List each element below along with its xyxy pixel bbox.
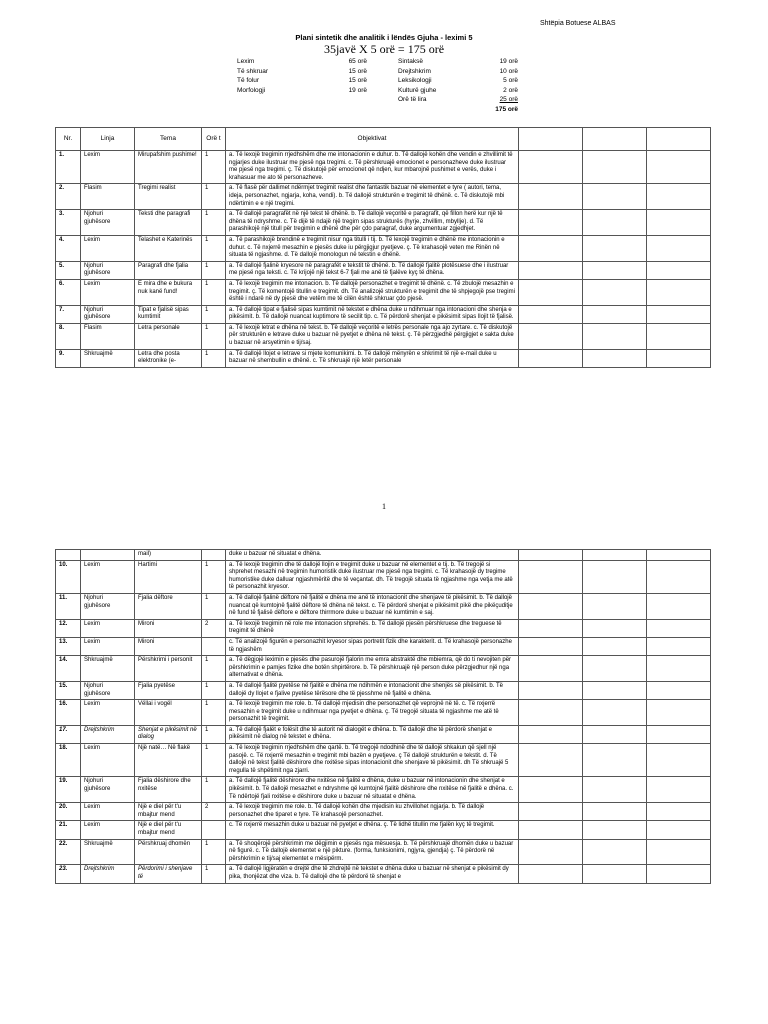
table-row: [56, 305, 711, 323]
row-ore: 1: [202, 700, 226, 726]
row-empty-cell: [583, 700, 647, 726]
table-row: [56, 593, 711, 619]
row-empty-cell: [647, 637, 711, 655]
row-number: 22.: [56, 839, 81, 865]
row-tema: Tipat e fjalisë sipas kumtimit: [135, 305, 202, 323]
row-ore: 1: [202, 725, 226, 743]
row-empty-cell: [519, 323, 583, 349]
row-empty-cell: [647, 777, 711, 803]
row-linja: [81, 550, 135, 561]
row-number: 3.: [56, 210, 81, 236]
row-empty-cell: [647, 151, 711, 184]
row-ore: 1: [202, 839, 226, 865]
row-number: 11.: [56, 593, 81, 619]
document-title: Plani sintetik dhe analitik i lëndës Gjuha - leximi 5: [295, 33, 473, 42]
row-tema: Fjalia dëftore: [135, 593, 202, 619]
row-empty-cell: [647, 725, 711, 743]
row-empty-cell: [583, 235, 647, 261]
row-ore: 1: [202, 261, 226, 279]
row-linja: Lexim: [81, 637, 135, 655]
row-tema: Përshkrimi i personit: [135, 656, 202, 682]
row-number: 8.: [56, 323, 81, 349]
row-number: 16.: [56, 700, 81, 726]
row-empty-cell: [519, 261, 583, 279]
row-objektivat: a. Të dallojë tipat e fjalisë sipas kumtimit në tekstet e dhëna duke u ndihmuar nga intonacioni dhe shenja e pikësimit. b. Të dallojë nuancat kuptimore të secilit tip. c. Të përdorë shenjat e pikësimit sipas llojit të fjalisë.: [226, 305, 519, 323]
row-empty-cell: [583, 349, 647, 367]
row-empty-cell: [519, 184, 583, 210]
row-ore: 1: [202, 235, 226, 261]
table-row: [56, 560, 711, 593]
row-empty-cell: [583, 305, 647, 323]
row-number: 15.: [56, 681, 81, 699]
row-linja: Lexim: [81, 744, 135, 777]
row-objektivat: a. Të lexojë tregimin me intonacion. b. Të dallojë personazhet e tregimit të dhënë. c. Të zbulojë mesazhin e tregimit. ç. Të komentojë titullin e tregimit. dh. Të analizojë strukturën e tregimit dhe të shpjegojë pse tregimi është i ndarë në dy pjesë dhe vetëm me të cilën është shkruar çdo pjesë.: [226, 279, 519, 305]
row-empty-cell: [583, 560, 647, 593]
row-empty-cell: [583, 725, 647, 743]
plan-table-page-1: [55, 127, 711, 368]
row-number: 14.: [56, 656, 81, 682]
row-empty-cell: [519, 151, 583, 184]
row-number: 21.: [56, 821, 81, 839]
row-linja: Lexim: [81, 560, 135, 593]
row-objektivat: a. Të dallojë fjalët e folësit dhe të autorit në dialogët e dhëna. b. Të dallojë dhe të përdorë shenjat e pikësimit në dialog në tekstet e dhëna.: [226, 725, 519, 743]
row-ore: 1: [202, 744, 226, 777]
row-number: 13.: [56, 637, 81, 655]
row-empty-cell: [519, 803, 583, 821]
hours-row: Sintaksë 19 orë: [398, 58, 518, 65]
row-tema: Paragrafi dhe fjalia: [135, 261, 202, 279]
header-nr: Nr.: [56, 128, 81, 151]
row-linja: Njohuri gjuhësore: [81, 593, 135, 619]
row-tema: Mironi: [135, 637, 202, 655]
row-linja: Shkruajmë: [81, 839, 135, 865]
row-number: [56, 550, 81, 561]
row-tema: Fjalia dëshirore dhe nxitëse: [135, 777, 202, 803]
row-empty-cell: [647, 865, 711, 883]
hours-row: Morfologji 19 orë: [237, 86, 367, 94]
row-number: 18.: [56, 744, 81, 777]
row-empty-cell: [647, 593, 711, 619]
row-empty-cell: [519, 279, 583, 305]
row-tema: Letra dhe posta elektronike (e-: [135, 349, 202, 367]
row-tema: Hartimi: [135, 560, 202, 593]
table-row: [56, 725, 711, 743]
hours-row: Të shkruar 15 orë: [237, 67, 367, 75]
table-row: [56, 865, 711, 883]
row-linja: Njohuri gjuhësore: [81, 777, 135, 803]
table-row: [56, 744, 711, 777]
row-objektivat: duke u bazuar në situatat e dhëna.: [226, 550, 519, 561]
row-objektivat: a. Të dallojë fjalinë kryesore në paragrafët e tekstit të dhënë. b. Të dallojë fjalitë plotësuese dhe i ilustruar me pjesë nga teksti. c. Të krijojë një tekst 6-7 fjali me anë të fjalëve kyç të dhëna.: [226, 261, 519, 279]
hours-total-row: 175 orë: [495, 105, 518, 113]
row-ore: 1: [202, 184, 226, 210]
row-empty-cell: [519, 305, 583, 323]
row-empty-cell: [647, 235, 711, 261]
row-tema: Mironi: [135, 619, 202, 637]
row-empty-cell: [583, 637, 647, 655]
row-empty-cell: [647, 279, 711, 305]
row-empty-cell: [519, 550, 583, 561]
row-objektivat: a. Të dallojë fjalitë dëshirore dhe nxitëse në fjalitë e dhëna, duke u bazuar në intonacionin dhe shenjat e pikësimit. b. Të dallojë mesazhet e ndryshme që kumtojnë fjalitë dëshirore dhe nxitëse në fjalitë e dhëna. c. Të ndërtojë fjali nxitëse e dëshirore duke u bazuar në situatat e dhëna.: [226, 777, 519, 803]
row-empty-cell: [519, 865, 583, 883]
table-row: [56, 656, 711, 682]
hours-left-list: [237, 57, 367, 95]
table-row: [56, 210, 711, 236]
row-tema: mail): [135, 550, 202, 561]
row-empty-cell: [647, 656, 711, 682]
row-objektivat: a. Të lexojë tregimin rrjedhshëm dhe qartë. b. Të tregojë ndodhinë dhe të dallojë shkakun që sjell një pasojë. c. Të nxjerrë mesazhin e tregimit mbi bazën e pyetjeve. ç Të dallojë strukturën e tekstit. d. Të dallojë në tekst fjalitë dëshirore dhe nxitëse sipas intonacionit dhe shenjave të pikësimit. dh Të shkruajë 5 rregulla të shpëtimit nga zjarri.: [226, 744, 519, 777]
row-empty-cell: [583, 550, 647, 561]
row-ore: 1: [202, 865, 226, 883]
row-empty-cell: [519, 235, 583, 261]
row-number: 10.: [56, 560, 81, 593]
document-subtitle: 35javë X 5 orë = 175 orë: [323, 42, 445, 56]
row-objektivat: a. Të lexojë tregimin rrjedhshëm dhe me intonacionin e duhur. b. Të dallojë kohën dhe vendin e zhvillimit të ngjarjes duke ilustruar me pjesë nga tregimi. c. Të përshkruajë emocionet e personazheve duke ilustruar me pjesë nga tregimi. ç. Të diskutojë për emocionet që ndjen, kur mbarojnë pushimet e verës, duke i krahasuar me ato të personazheve.: [226, 151, 519, 184]
row-empty-cell: [647, 323, 711, 349]
row-empty-cell: [519, 744, 583, 777]
row-linja: Lexim: [81, 803, 135, 821]
row-empty-cell: [583, 151, 647, 184]
row-empty-cell: [583, 261, 647, 279]
row-number: 17.: [56, 725, 81, 743]
page-gap: [0, 530, 768, 545]
row-empty-cell: [583, 865, 647, 883]
row-linja: Lexim: [81, 619, 135, 637]
row-empty-cell: [647, 744, 711, 777]
row-tema: Mirupafshim pushime!: [135, 151, 202, 184]
table-row: [56, 681, 711, 699]
row-ore: [202, 637, 226, 655]
table-row: [56, 803, 711, 821]
row-empty-cell: [647, 349, 711, 367]
row-number: 19.: [56, 777, 81, 803]
row-empty-cell: [519, 593, 583, 619]
row-ore: 1: [202, 656, 226, 682]
row-empty-cell: [583, 184, 647, 210]
row-empty-cell: [583, 803, 647, 821]
row-objektivat: a. Të lexojë tregimin me role. b. Të dallojë mjedisin dhe personazhet që veprojnë në të. c. Të nxjerrë mesazhin e tregimit duke u ndihmuar nga pyetjet e dhëna. ç. Të tregojë situata të ngjashme me atë të personazhit të tregimit.: [226, 700, 519, 726]
row-ore: 2: [202, 803, 226, 821]
row-tema: Një e diel për t'u mbajtur mend: [135, 803, 202, 821]
row-linja: Njohuri gjuhësore: [81, 681, 135, 699]
table-row: [56, 235, 711, 261]
row-empty-cell: [583, 656, 647, 682]
row-empty-cell: [647, 821, 711, 839]
row-number: 2.: [56, 184, 81, 210]
row-ore: 1: [202, 681, 226, 699]
row-tema: Letra personale: [135, 323, 202, 349]
row-linja: Lexim: [81, 821, 135, 839]
row-empty-cell: [519, 821, 583, 839]
row-empty-cell: [583, 323, 647, 349]
row-empty-cell: [519, 656, 583, 682]
row-number: 1.: [56, 151, 81, 184]
row-ore: 1: [202, 560, 226, 593]
table-row: [56, 261, 711, 279]
page-2: [0, 545, 768, 1024]
row-number: 20.: [56, 803, 81, 821]
row-tema: Vëllai i vogël: [135, 700, 202, 726]
row-empty-cell: [583, 777, 647, 803]
row-ore: 1: [202, 279, 226, 305]
hours-row: Të folur 15 orë: [237, 77, 367, 84]
row-ore: 1: [202, 323, 226, 349]
row-empty-cell: [583, 593, 647, 619]
row-tema: Një natë… Në flakë: [135, 744, 202, 777]
hours-row: Drejtshkrim 10 orë: [398, 67, 518, 75]
row-linja: Njohuri gjuhësore: [81, 210, 135, 236]
row-tema: Teksti dhe paragrafi: [135, 210, 202, 236]
row-empty-cell: [647, 550, 711, 561]
row-ore: 1: [202, 305, 226, 323]
row-ore: [202, 550, 226, 561]
row-empty-cell: [519, 681, 583, 699]
table-header-row: [56, 128, 711, 151]
row-empty-cell: [583, 279, 647, 305]
row-tema: Tregimi realist: [135, 184, 202, 210]
row-empty-cell: [583, 839, 647, 865]
row-empty-cell: [647, 700, 711, 726]
hours-row: Kulturë gjuhe 2 orë: [398, 86, 518, 94]
row-ore: 1: [202, 777, 226, 803]
row-objektivat: c. Të nxjerrë mesazhin duke u bazuar në pyetjet e dhëna. ç. Të lidhë titullin me fjalën kyç të tregimit.: [226, 821, 519, 839]
row-empty-cell: [647, 619, 711, 637]
row-linja: Njohuri gjuhësore: [81, 305, 135, 323]
hours-row: Leksikologji 5 orë: [398, 77, 518, 84]
row-empty-cell: [519, 637, 583, 655]
row-empty-cell: [519, 349, 583, 367]
row-empty-cell: [647, 560, 711, 593]
row-linja: Shkruajmë: [81, 656, 135, 682]
row-objektivat: a. Të dallojë llojet e letrave si mjete komunikimi. b. Të dallojë mënyrën e shkrimit të një e-mail duke u bazuar në shembullin e dhënë. c. Të shkruajë një letër personale: [226, 349, 519, 367]
row-objektivat: a. Të dallojë fjalitë pyetëse në fjalitë e dhëna me ndihmën e intonacionit dhe shenjës së pikësimit. b. Të dallojë dy llojet e fjalive pyetëse tërësore dhe të pjesshme në fjalitë e dhëna.: [226, 681, 519, 699]
row-linja: Lexim: [81, 700, 135, 726]
table-row: [56, 700, 711, 726]
row-empty-cell: [519, 839, 583, 865]
row-empty-cell: [519, 560, 583, 593]
row-number: 4.: [56, 235, 81, 261]
header-linja: Linja: [81, 128, 135, 151]
row-empty-cell: [519, 619, 583, 637]
row-empty-cell: [583, 821, 647, 839]
row-number: 5.: [56, 261, 81, 279]
table-row: [56, 777, 711, 803]
row-empty-cell: [647, 305, 711, 323]
row-objektivat: a. Të dallojë ligjëratën e drejtë dhe të zhdrejtë në tekstet e dhëna duke u bazuar në shenjat e pikësimit dy pika, thonjëzat dhe viza. b. Të dallojë dhe të përdorë të shenjat e: [226, 865, 519, 883]
row-empty-cell: [519, 700, 583, 726]
row-linja: Lexim: [81, 151, 135, 184]
header-empty-3: [647, 128, 711, 151]
table-row: [56, 323, 711, 349]
row-linja: Shkruajmë: [81, 349, 135, 367]
row-ore: 1: [202, 210, 226, 236]
header-ore: Orë t: [202, 128, 226, 151]
row-ore: 1: [202, 593, 226, 619]
row-linja: Flasim: [81, 184, 135, 210]
table-row: [56, 839, 711, 865]
row-empty-cell: [647, 210, 711, 236]
table-row: [56, 550, 711, 561]
row-tema: Përshkruaj dhomën: [135, 839, 202, 865]
table-row: [56, 151, 711, 184]
row-empty-cell: [647, 681, 711, 699]
row-ore: 2: [202, 619, 226, 637]
row-number: 9.: [56, 349, 81, 367]
row-empty-cell: [647, 184, 711, 210]
row-tema: Një e diel për t'u mbajtur mend: [135, 821, 202, 839]
row-number: 12.: [56, 619, 81, 637]
row-ore: [202, 821, 226, 839]
row-number: 6.: [56, 279, 81, 305]
hours-right-list: [398, 57, 518, 114]
row-number: 23.: [56, 865, 81, 883]
row-objektivat: a. Të lexojë tregimin me role. b. Të dallojë kohën dhe mjedisin ku zhvillohet ngjarja. b. Të dallojë personazhet dhe tiparet e tyre. Të krahasojë personazhet.: [226, 803, 519, 821]
page-number: 1: [382, 502, 386, 511]
row-tema: Shenjat e pikësimit në dialog: [135, 725, 202, 743]
table-row: [56, 279, 711, 305]
row-tema: E mira dhe e bukura nuk kanë fund!: [135, 279, 202, 305]
row-objektivat: a. Të lexojë tregimin dhe të dallojë llojin e tregimit duke u bazuar në elementet e tij. b. Të tregojë si shprehet mesazhi në tregimin humoristik duke ilustruar me pjesë nga tregimi. c. Të krahasojë dy tregime humoristike duke dalluar ngjashmëritë dhe të veçantat. dh. Të tregojë situata të ngjashme nga vetja me atë të personazhit kryesor.: [226, 560, 519, 593]
row-empty-cell: [519, 210, 583, 236]
row-objektivat: a. Të dallojë fjalinë dëftore në fjalitë e dhëna me anë të intonacionit dhe shenjave të pikësimit. b. Të dallojë nuancat që kumtojnë fjalitë dëftore të dhëna në tekst. c. Të përdorë shenjat e pikësimit pikë dhe pikëçuditje në fund të fjalisë dëftore e dëftore thirrmore duke u bazuar në kumtimin e saj.: [226, 593, 519, 619]
row-tema: Telashet e Katerinës: [135, 235, 202, 261]
row-linja: Drejtshkrim: [81, 865, 135, 883]
header-empty-2: [583, 128, 647, 151]
row-empty-cell: [647, 839, 711, 865]
row-objektivat: a. Të dallojë paragrafët në një tekst të dhënë. b. Të dallojë veçoritë e paragrafit, që fillon herë kur një të dhëna të ndryshme. c. Të dijë të ndajë një tregim sipas strukturës (hyrje, zhvillim, mbyllje). d. Të parashikojë një titull për tregimin e dhënë dhe për çdo paragraf, duke argumentuar zgjedhjet.: [226, 210, 519, 236]
table-row: [56, 637, 711, 655]
row-tema: Përdorimi i shenjave të: [135, 865, 202, 883]
row-empty-cell: [519, 777, 583, 803]
row-number: 7.: [56, 305, 81, 323]
header-tema: Tema: [135, 128, 202, 151]
row-empty-cell: [583, 619, 647, 637]
hours-row: Orë të lira 25 orë: [398, 96, 518, 103]
row-ore: 1: [202, 151, 226, 184]
row-objektivat: a. Të shoqërojë përshkrimin me dëgjimin e pjesës nga mësuesja. b. Të përshkruajë dhomën duke u bazuar në figurë. c. Të dallojë elementet e një pikture. (forma, funksionimi, ngjyra, gjendja) ç. Të përdorë në përshkrimin e tij/saj elementet e mësipërm.: [226, 839, 519, 865]
row-objektivat: a. Të lexojë tregimin në role me intonacion shprehës. b. Të dallojë pjesën përshkruese dhe treguese të tregimit të dhënë: [226, 619, 519, 637]
header-objektivat: Objektivat: [226, 128, 519, 151]
table-row: [56, 184, 711, 210]
row-empty-cell: [519, 725, 583, 743]
row-empty-cell: [583, 681, 647, 699]
row-empty-cell: [583, 744, 647, 777]
row-objektivat: a. Të dëgjojë leximin e pjesës dhe pasurojë fjalorin me emra abstraktë dhe mbiemra, që do ti nevojiten për përshkrimin e pamjes fizike dhe botën shpirtërore. b. Të përshkruajë një person duke përzgjedhur një nga alternativat e dhëna.: [226, 656, 519, 682]
row-empty-cell: [647, 261, 711, 279]
header-empty-1: [519, 128, 583, 151]
table-row: [56, 821, 711, 839]
row-objektivat: a. Të lexojë letrat e dhëna në tekst. b. Të dallojë veçoritë e letrës personale nga ajo zyrtare. c. Të diskutojë për strukturën e letrave duke u bazuar në pyetjet e dhëna në tekst. ç. Të përzgjedhë përgjigjet e sakta duke u bazuar në arsyetimin e tij/saj.: [226, 323, 519, 349]
row-linja: Lexim: [81, 235, 135, 261]
row-tema: Fjalia pyetëse: [135, 681, 202, 699]
row-ore: 1: [202, 349, 226, 367]
row-linja: Njohuri gjuhësore: [81, 261, 135, 279]
plan-table-page-2: [55, 549, 711, 884]
row-objektivat: c. Të analizojë figurën e personazhit kryesor sipas portretit fizik dhe karakterit. d. Të krahasojë personazhe të ngjashëm: [226, 637, 519, 655]
row-empty-cell: [583, 210, 647, 236]
row-linja: Drejtshkrim: [81, 725, 135, 743]
table-row: [56, 619, 711, 637]
row-empty-cell: [647, 803, 711, 821]
table-row: [56, 349, 711, 367]
row-objektivat: a. Të flasë për dallimet ndërmjet tregimit realist dhe fantastik bazuar në elementet e tyre ( autori, tema, ideja, personazhet, ngjarja, koha, vendi). b. Të dallojë strukturën e tregimit të dhënë. c. Të diskutojë mbi ndërtimin e e një tregimi.: [226, 184, 519, 210]
row-linja: Flasim: [81, 323, 135, 349]
hours-row: Lexim 65 orë: [237, 58, 367, 65]
publisher-name: Shtëpia Botuese ALBAS: [540, 20, 616, 27]
row-linja: Lexim: [81, 279, 135, 305]
row-objektivat: a. Të parashikojë brendinë e tregimit nisur nga titulli i tij. b. Të lexojë tregimin e dhënë me intonacionin e duhur. c. Të nxjerrë mesazhin e pjesës duke iu përgjigjur pyetjeve. ç. Të krahasojë veten me Rinën në situata të ngjashme. d. Të dallojë monologun në tekstin e dhënë.: [226, 235, 519, 261]
